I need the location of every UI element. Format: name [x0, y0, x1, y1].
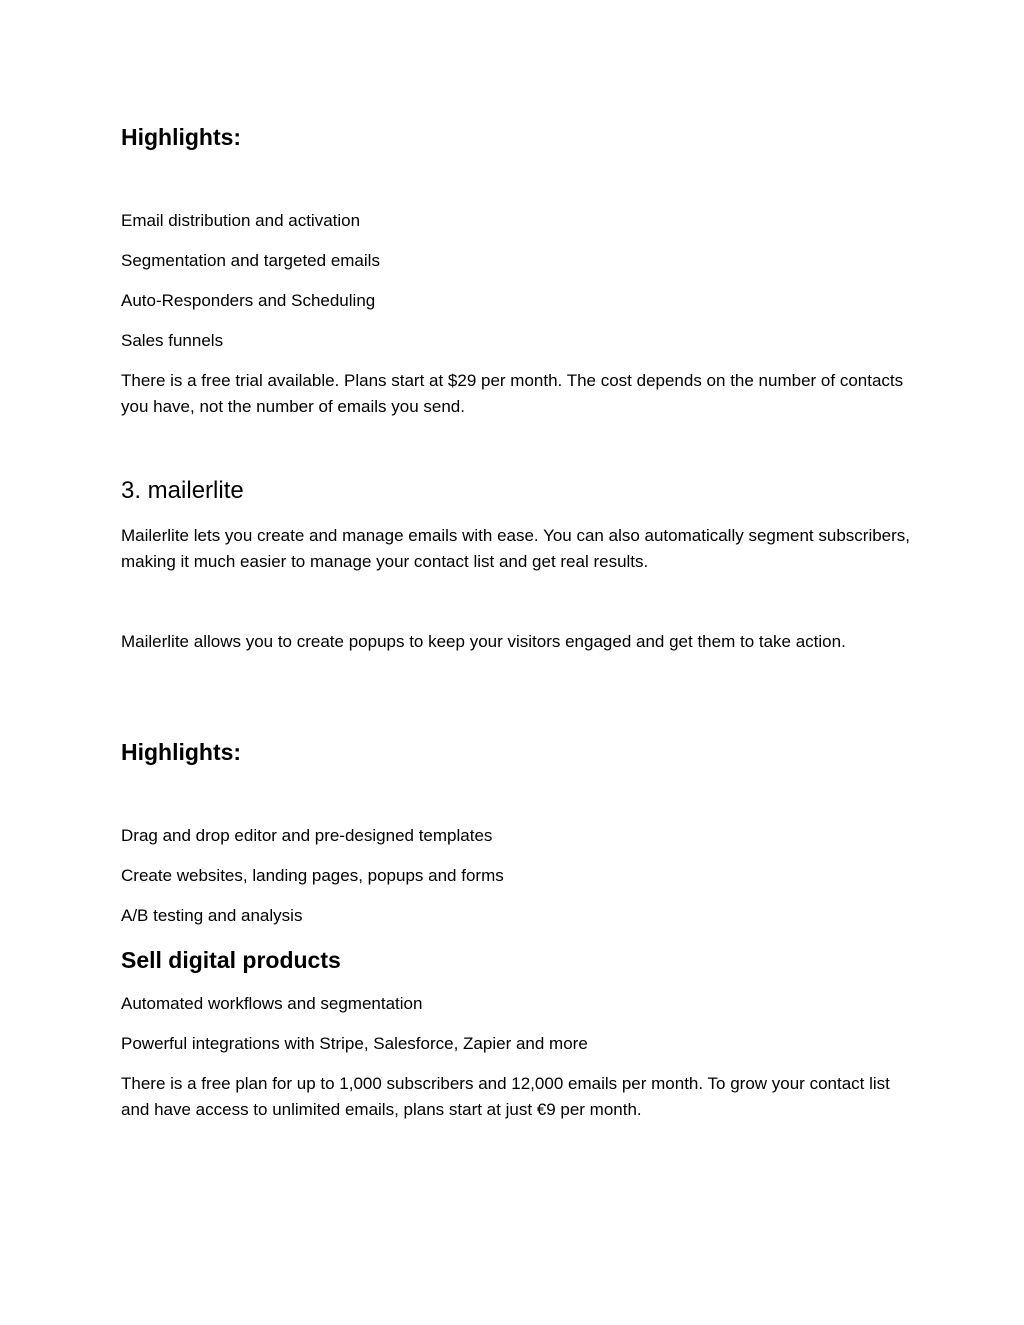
highlight-item: Email distribution and activation: [121, 211, 361, 230]
pricing-paragraph-2: There is a free plan for up to 1,000 subscribers and 12,000 emails per month. To grow your contact list and have access to unlimited emails, plans start at just €9 per month.: [121, 1074, 890, 1119]
highlight-item: A/B testing and analysis: [121, 906, 303, 925]
highlights-heading-2: Highlights:: [121, 739, 242, 765]
highlights-heading-1: Highlights:: [121, 124, 242, 150]
sell-digital-products-heading: Sell digital products: [121, 947, 341, 973]
highlight-item: Powerful integrations with Stripe, Salesforce, Zapier and more: [121, 1034, 588, 1053]
highlight-item: Drag and drop editor and pre-designed templates: [121, 826, 493, 845]
mailerlite-intro-paragraph: Mailerlite lets you create and manage emails with ease. You can also automatically segment subscribers, making it much easier to manage your contact list and get real results.: [121, 526, 911, 571]
pricing-paragraph-1: There is a free trial available. Plans start at $29 per month. The cost depends on the number of contacts you have, not the number of emails you send.: [121, 371, 904, 416]
mailerlite-popups-paragraph: Mailerlite allows you to create popups to keep your visitors engaged and get them to take action.: [121, 632, 846, 651]
highlight-item: Segmentation and targeted emails: [121, 251, 380, 270]
section-title-mailerlite: 3. mailerlite: [121, 477, 244, 504]
highlight-item: Sales funnels: [121, 331, 224, 350]
highlight-item: Automated workflows and segmentation: [121, 994, 423, 1013]
highlight-item: Auto-Responders and Scheduling: [121, 291, 376, 310]
highlight-item: Create websites, landing pages, popups and forms: [121, 866, 504, 885]
